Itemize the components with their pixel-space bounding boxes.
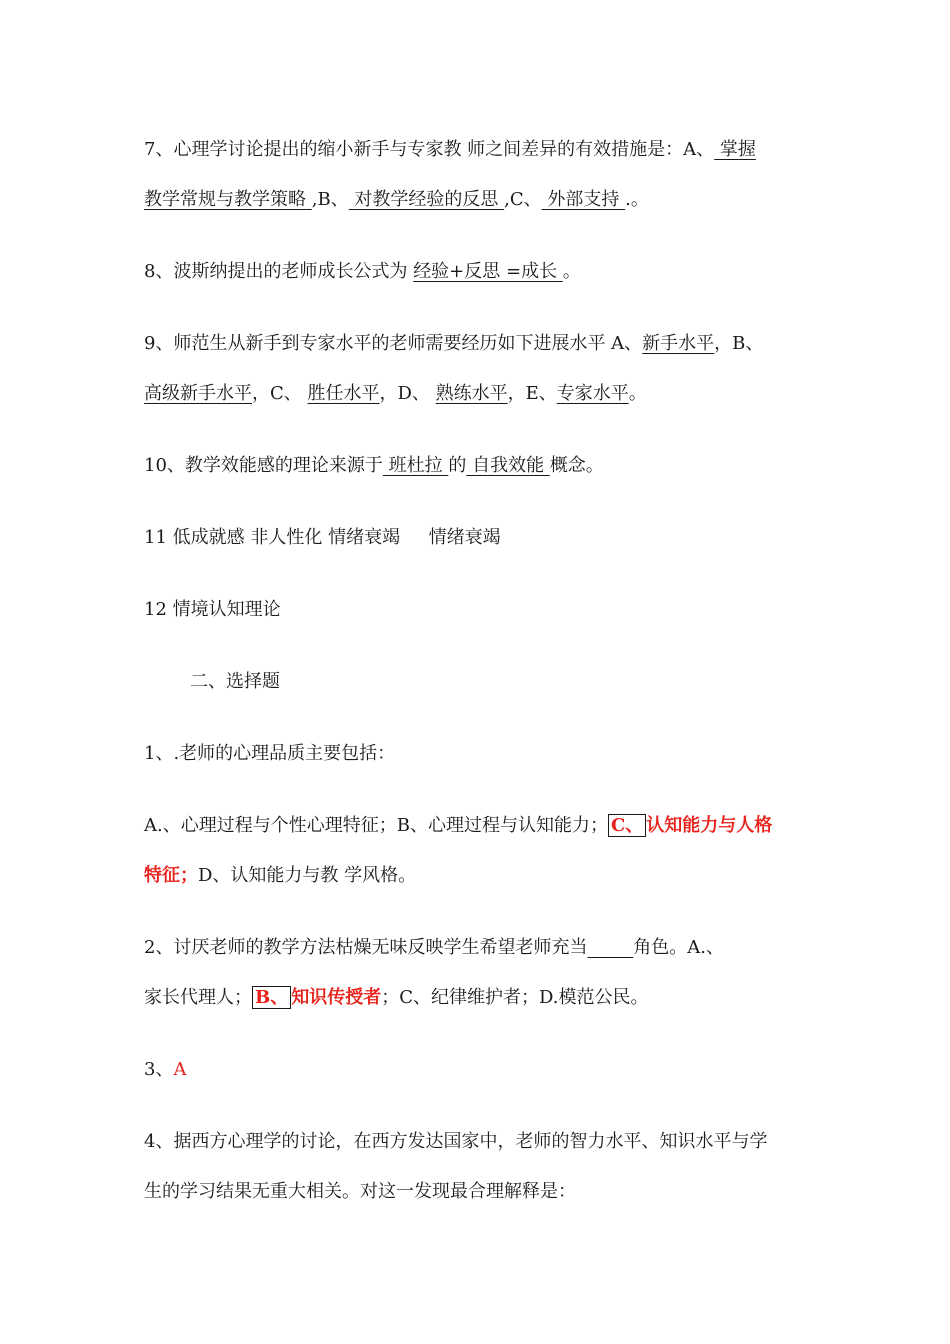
q7-sep-c: ,C、	[504, 189, 542, 210]
q10-prefix: 10、教学效能感的理论来源于	[144, 455, 383, 476]
mc1-option-c-text: 认知能力与人格	[646, 815, 773, 836]
q9-answer-a: 新手水平	[642, 333, 715, 354]
q7-line-1	[144, 138, 756, 162]
q7-answer-a-part2: 教学常规与教学策略	[144, 189, 312, 210]
q9-sep-e: ，E、	[507, 383, 557, 404]
q7-answer-c: 外部支持	[541, 189, 626, 210]
mc1-options-line-2	[144, 864, 416, 888]
mc1-option-c-label: C、	[608, 814, 646, 837]
mc3-answer: A	[173, 1059, 187, 1080]
mc1-option-d: D、认知能力与教 学风格。	[198, 865, 417, 886]
q9-sep-d: ，D、	[379, 383, 436, 404]
mc2-blank	[587, 937, 633, 958]
q7-answer-a-part1: 掌握	[714, 139, 756, 160]
q10-mid: 的	[448, 455, 467, 476]
q9-sep-b: ，B、	[714, 333, 764, 354]
q10-end: 概念。	[549, 455, 604, 476]
mc2-question-prefix: 2、讨厌老师的教学方法枯燥无味反映学生希望老师充当	[144, 937, 588, 958]
q9-answer-b: 高级新手水平	[144, 383, 252, 404]
mc1-question: 1、.老师的心理品质主要包括：	[144, 743, 396, 764]
q9-line-2	[144, 382, 647, 406]
mc1-option-b: B、心理过程与认知能力；	[396, 815, 608, 836]
q10-answer-2: 自我效能	[466, 455, 550, 476]
mc2-option-a: 家长代理人；	[144, 987, 252, 1008]
q7-end: .。	[625, 189, 649, 210]
mc2-line-2	[144, 986, 649, 1010]
q9-sep-c: ，C、	[252, 383, 308, 404]
q9-end: 。	[628, 383, 647, 404]
mc2-option-b-text: 知识传授者	[291, 987, 382, 1008]
mc2-line-1	[144, 936, 724, 960]
q8-answer: 经验+反思 =成长	[413, 261, 563, 282]
q10-line	[144, 454, 604, 478]
q9-answer-d: 熟练水平	[435, 383, 508, 404]
mc4-line-2: 生的学习结果无重大相关。对这一发现最合理解释是：	[144, 1181, 576, 1202]
mc1-options-line-1	[144, 814, 772, 838]
mc2-option-b-label: B、	[252, 986, 291, 1009]
section-heading: 二、选择题	[190, 671, 280, 692]
mc4-line-1: 4、据西方心理学的讨论，在西方发达国家中，老师的智力水平、知识水平与学	[144, 1131, 768, 1152]
q11-line: 11 低成就感 非人性化 情绪衰竭 情绪衰竭	[144, 527, 501, 548]
q9-prefix: 9、师范生从新手到专家水平的老师需要经历如下进展水平 A、	[144, 333, 643, 354]
mc2-options-rest: ；C、纪律维护者；D.模范公民。	[381, 987, 649, 1008]
mc3-line	[144, 1058, 186, 1082]
q9-answer-e: 专家水平	[556, 383, 629, 404]
q7-line-2	[144, 188, 649, 212]
q8-end: 。	[562, 261, 581, 282]
q7-prefix: 7、心理学讨论提出的缩小新手与专家教 师之间差异的有效措施是：A、	[144, 139, 715, 160]
q7-answer-b: 对教学经验的反思	[348, 189, 505, 210]
q12-line: 12 情境认知理论	[144, 599, 281, 620]
q8-prefix: 8、波斯纳提出的老师成长公式为	[144, 261, 414, 282]
mc1-option-c-text-cont: 特征；	[144, 865, 198, 886]
mc2-question-end: 角色。A.、	[633, 937, 724, 958]
q9-answer-c: 胜任水平	[307, 383, 380, 404]
q8-line	[144, 260, 581, 284]
q9-line-1	[144, 332, 763, 356]
mc3-number: 3、	[144, 1059, 174, 1080]
q10-answer-1: 班杜拉	[382, 455, 449, 476]
q7-sep-b: ,B、	[311, 189, 349, 210]
mc1-option-a: A.、心理过程与个性心理特征；	[144, 815, 397, 836]
